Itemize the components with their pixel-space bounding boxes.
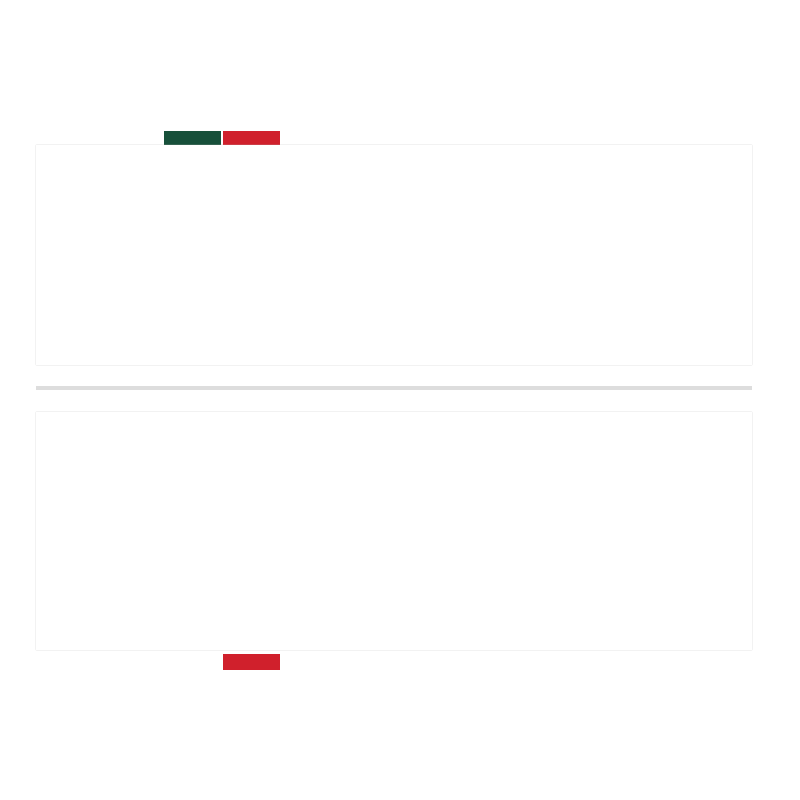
bottom-page bbox=[36, 412, 752, 650]
bottom-header bbox=[48, 436, 740, 452]
spiral-binding bbox=[40, 368, 752, 410]
top-page bbox=[36, 145, 752, 365]
top-header bbox=[48, 147, 740, 163]
tab-quarter-4-bottom[interactable] bbox=[223, 654, 280, 670]
